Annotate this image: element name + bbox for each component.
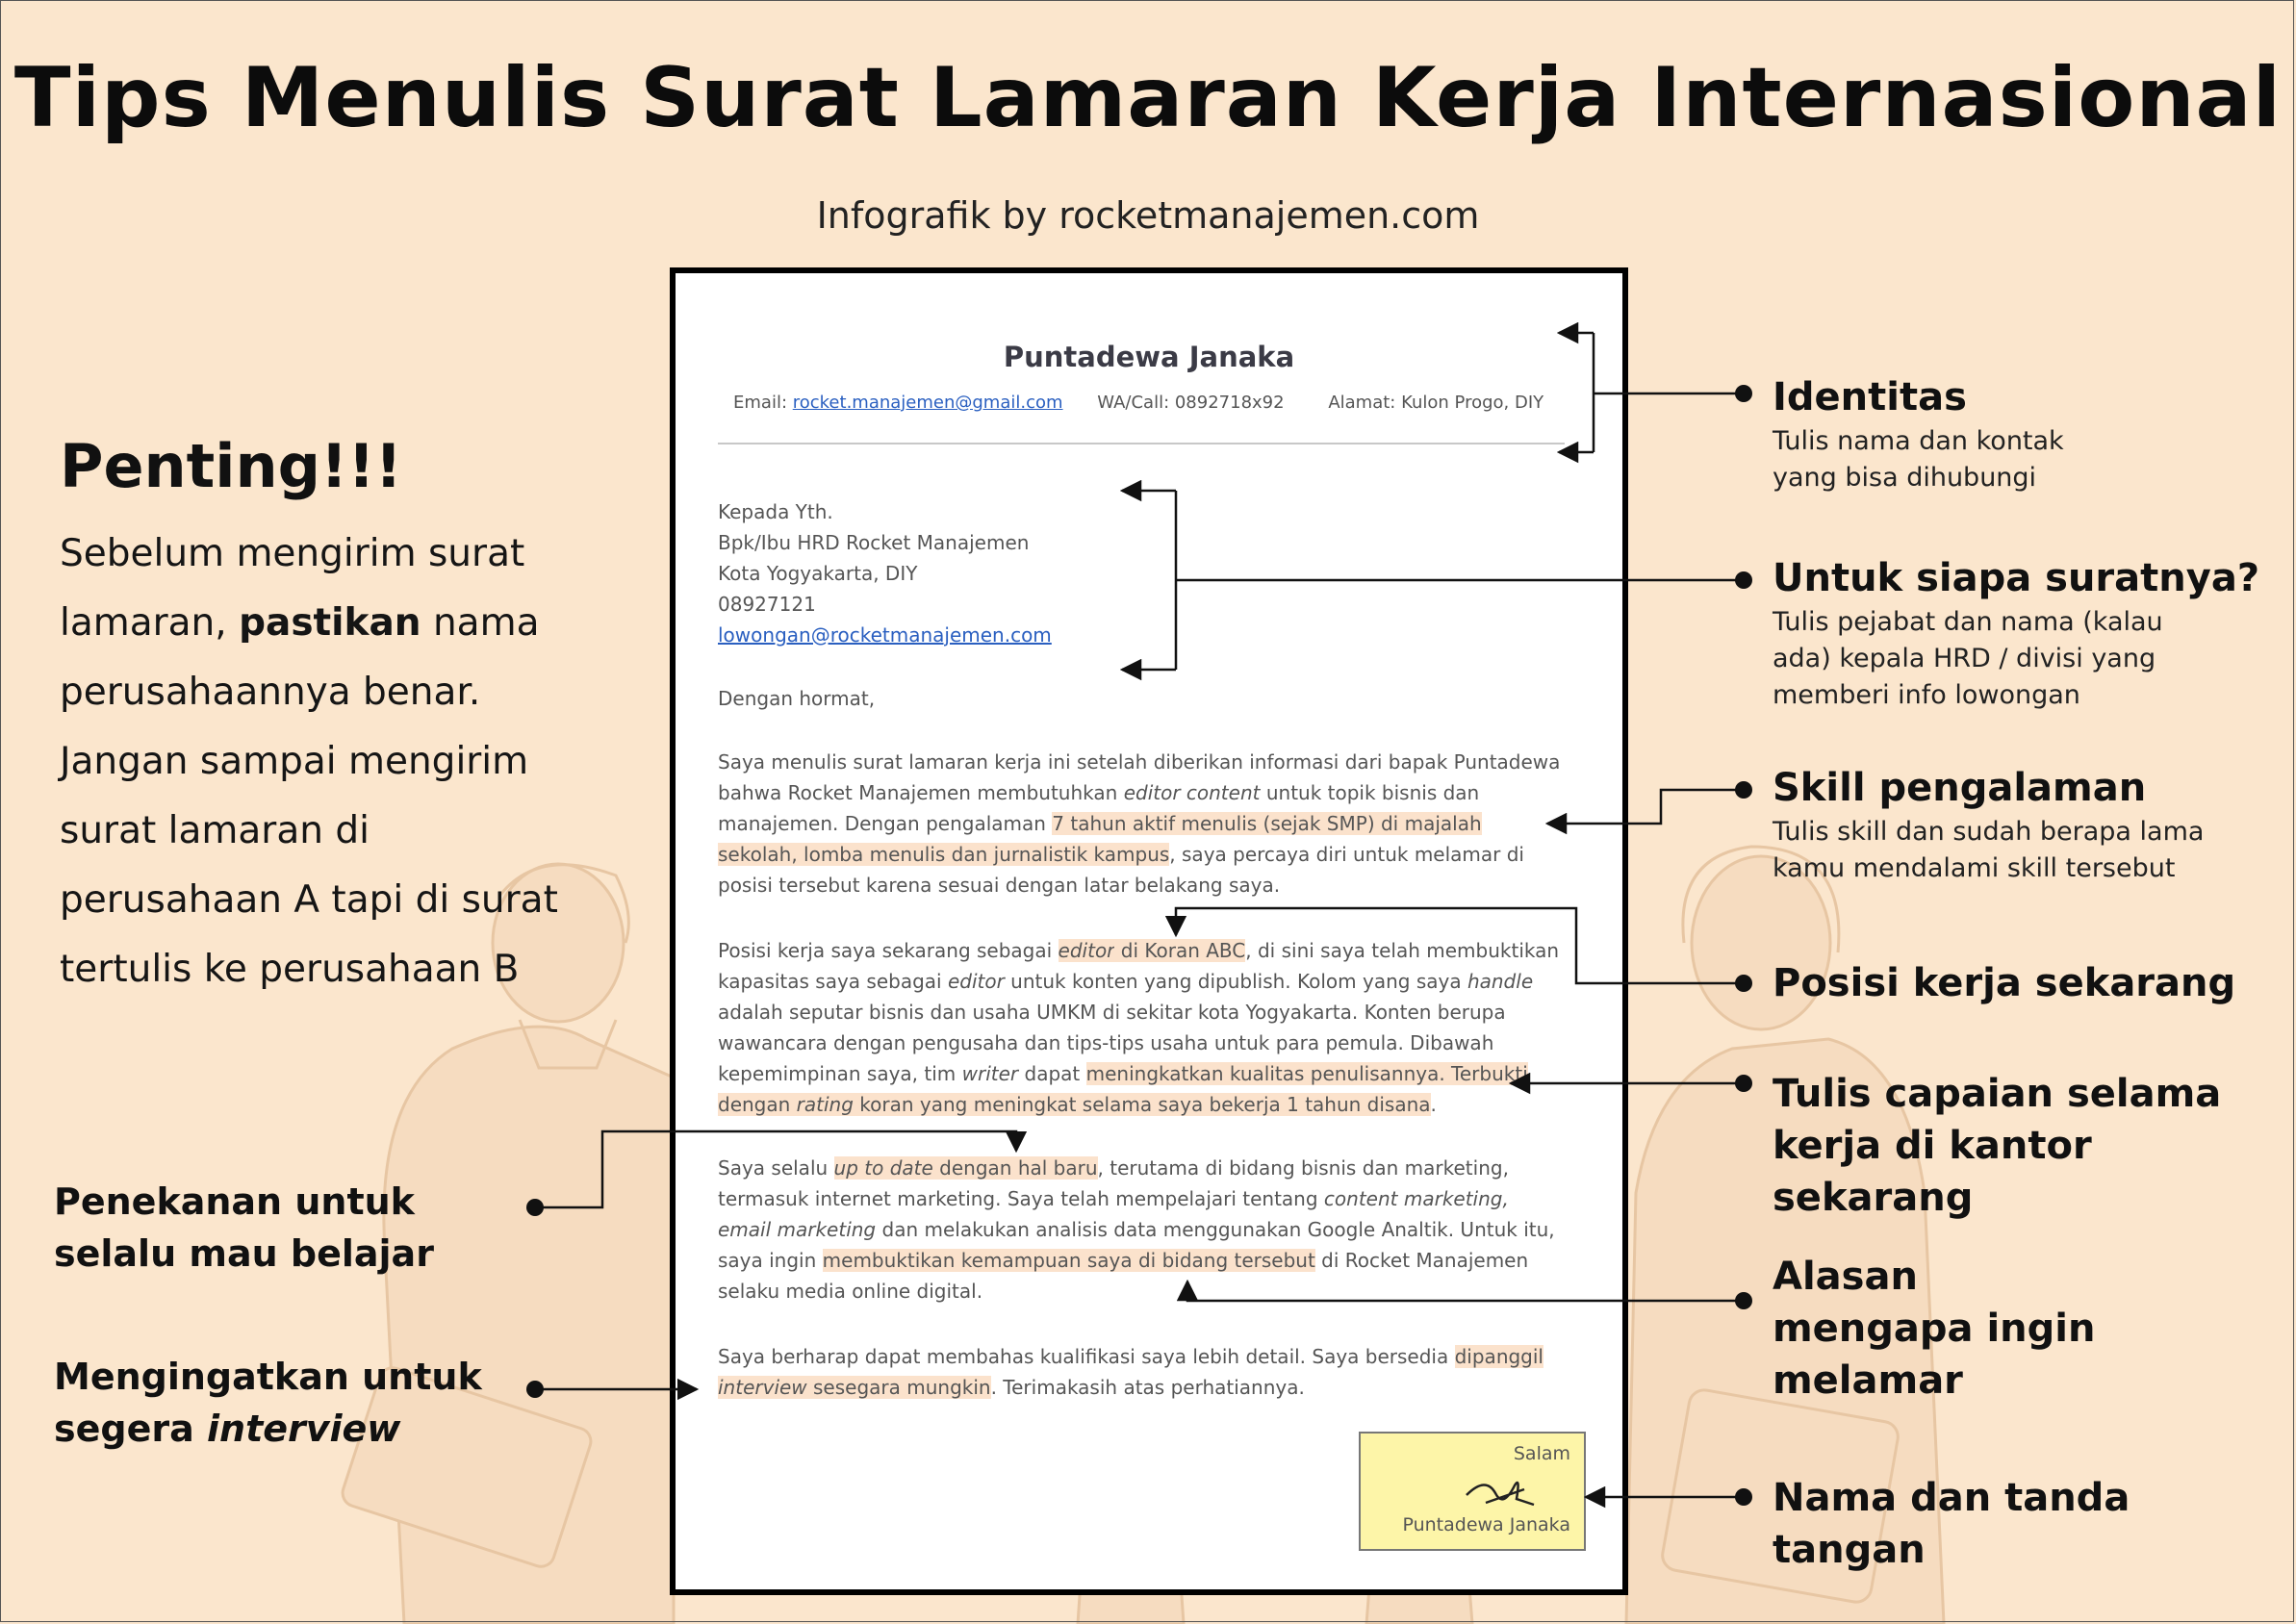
note-belajar: Penekanan untuk selalu mau belajar [54,1180,434,1275]
sender-phone: WA/Call: 0892718x92 [1097,393,1285,413]
page-title: Tips Menulis Surat Lamaran Kerja Internasional [13,50,2283,146]
letter-greeting: Dengan hormat, [718,687,876,710]
letter-paragraph-2: Posisi kerja saya sekarang sebagai editor di Koran ABC, di sini saya telah membuktikan kapasitas saya sebagai editor untuk konten yang dipublish. Kolom yang saya handle adalah seputar bisnis dan usaha UMKM di sekitar kota Yogyakarta. Konten berupa wawancara dengan pengusaha dan tips-tips usaha untuk para pemula. Dibawah kepemimpinan saya, tim writer dapat meningkatkan kualitas penulisannya. Terbukti dengan rating koran yang meningkat selama saya bekerja 1 tahun disana. [718,939,1560,1116]
letter-paragraph-1: Saya menulis surat lamaran kerja ini setelah diberikan informasi dari bapak Puntadewa bahwa Rocket Manajemen membutuhkan editor content untuk topik bisnis dan manajemen. Dengan pengalaman 7 tahun aktif menulis (sejak SMP) di majalah sekolah, lomba menulis dan jurnalistik kampus, saya percaya diri untuk melamar di posisi tersebut karena sesuai dengan latar belakang saya. [718,750,1561,897]
penting-emphasis: pastikan [239,601,421,645]
note-untuk-siapa: Untuk siapa suratnya? Tulis pejabat dan nama (kalau ada) kepala HRD / divisi yang memberi info lowongan [1773,556,2260,710]
note-capaian: Tulis capaian selama kerja di kantor sekarang [1773,1072,2222,1220]
signature-salam: Salam [1513,1443,1570,1464]
page-subtitle: Infografik by rocketmanajemen.com [816,194,1480,237]
note-identitas: Identitas Tulis nama dan kontak yang bisa dihubungi [1773,375,2064,493]
sender-email-link[interactable]: rocket.manajemen@gmail.com [792,393,1063,413]
signature-box [1359,1432,1586,1551]
recipient-email-link[interactable]: lowongan@rocketmanajemen.com [718,623,1052,647]
note-skill: Skill pengalaman Tulis skill dan sudah berapa lama kamu mendalami skill tersebut [1773,766,2205,883]
penting-text: Sebelum mengirim surat lamaran, pastikan nama perusahaannya benar. Jangan sampai mengirim surat lamaran di perusahaan A tapi di surat tertulis ke perusahaan B [60,532,558,991]
letter-divider [718,443,1565,444]
penting-heading: Penting!!! [60,431,402,501]
note-posisi: Posisi kerja sekarang [1773,961,2236,1005]
signature-icon [1457,1466,1543,1514]
letter-contact-row: Email: rocket.manajemen@gmail.com WA/Call: 0892718x92 Alamat: Kulon Progo, DIY [733,393,1544,413]
note-interview: Mengingatkan untuk segera interview [54,1356,482,1450]
signature-name: Puntadewa Janaka [1402,1514,1570,1535]
letter-paragraph-4: Saya berharap dapat membahas kualifikasi saya lebih detail. Saya bersedia dipanggil interview sesegara mungkin. Terimakasih atas perhatiannya. [718,1345,1543,1399]
letter-sender-name: Puntadewa Janaka [1003,341,1295,373]
note-tanda-tangan: Nama dan tanda tangan [1773,1476,2130,1572]
note-alasan: Alasan mengapa ingin melamar [1773,1255,2096,1403]
sender-address: Alamat: Kulon Progo, DIY [1328,393,1544,413]
letter-paragraph-3: Saya selalu up to date dengan hal baru, terutama di bidang bisnis dan marketing, termasuk internet marketing. Saya telah mempelajari tentang content marketing, email marketing dan melakukan analisis data menggunakan Google Analtik. Untuk itu, saya ingin membuktikan kemampuan saya di bidang tersebut di Rocket Manajemen selaku media online digital. [718,1156,1555,1303]
letter-sample [670,267,1628,1595]
letter-recipient: Kepada Yth. Bpk/Ibu HRD Rocket Manajemen Kota Yogyakarta, DIY 08927121 lowongan@rocketmanajemen.com [718,496,1565,650]
